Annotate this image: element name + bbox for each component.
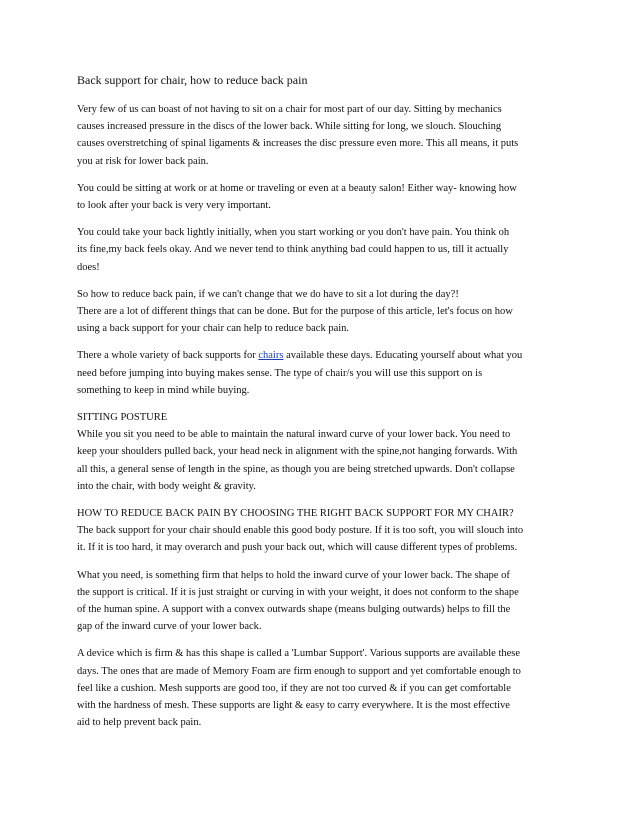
document-title: Back support for chair, how to reduce back pain xyxy=(77,73,308,87)
text-line: of the human spine. A support with a convex outwards shape (means bulging outwards) helps to fill the xyxy=(77,604,511,616)
text-line: aid to help prevent back pain. xyxy=(77,717,202,729)
paragraph-how-to-reduce xyxy=(77,286,565,338)
paragraph-what-you-need xyxy=(77,567,565,636)
text-fragment: available these days. Educating yourself about what you xyxy=(283,350,523,362)
text-line: using a back support for your chair can help to reduce back pain. xyxy=(77,323,350,335)
paragraph-take-lightly xyxy=(77,224,565,276)
paragraph-sitting-places xyxy=(77,180,565,214)
text-line: What you need, is something firm that helps to hold the inward curve of your lower back. The shape of xyxy=(77,569,510,581)
text-line: Very few of us can boast of not having to sit on a chair for most part of our day. Sitting by mechanics xyxy=(77,104,502,115)
text-line: You could take your back lightly initially, when you start working or you don't have pain. You think oh xyxy=(77,227,510,239)
text-line: So how to reduce back pain, if we can't change that we do have to sit a lot during the day?! xyxy=(77,288,459,300)
paragraph-intro xyxy=(77,101,565,170)
text-line: something to keep in mind while buying. xyxy=(77,384,250,396)
text-line xyxy=(77,347,565,364)
text-line: its fine,my back feels okay. And we never tend to think anything bad could happen to us, till it actually xyxy=(77,244,509,256)
paragraph-lumbar-support xyxy=(77,645,565,731)
text-line: into the chair, with body weight & gravity. xyxy=(77,480,256,492)
section-choosing-support xyxy=(77,505,565,557)
text-line: all this, a general sense of length in the spine, as though you are being stretched upwards. Don't collapse xyxy=(77,463,515,475)
section-heading: SITTING POSTURE xyxy=(77,412,168,424)
text-line: with the hardness of mesh. These supports are light & easy to carry everywhere. It is the most effective xyxy=(77,700,510,712)
text-line: to look after your back is very very important. xyxy=(77,200,271,212)
text-line: you at risk for lower back pain. xyxy=(77,155,209,167)
text-line: While you sit you need to be able to maintain the natural inward curve of your lower back. You need to xyxy=(77,429,511,441)
text-line: The back support for your chair should enable this good body posture. If it is too soft, you will slouch into xyxy=(77,525,524,537)
chairs-link[interactable]: chairs xyxy=(258,350,284,362)
text-line: A device which is firm & has this shape is called a 'Lumbar Support'. Various supports are available these xyxy=(77,648,521,660)
text-line: does! xyxy=(77,261,100,273)
text-line: feel like a cushion. Mesh supports are good too, if they are not too curved & if you can get comfortable xyxy=(77,682,511,694)
text-line: gap of the inward curve of your lower back. xyxy=(77,621,262,633)
text-line: it. If it is too hard, it may overarch and push your back out, which will cause different types of problems. xyxy=(77,542,518,554)
text-line: the support is critical. If it is just straight or curving in with your weight, it does not conform to the shape xyxy=(77,586,519,598)
document-page xyxy=(77,72,565,742)
paragraph-variety xyxy=(77,347,565,399)
text-line: There are a lot of different things that can be done. But for the purpose of this article, let's focus on how xyxy=(77,306,513,318)
text-line: causes overstretching of spinal ligaments & increases the disc pressure even more. This all means, it puts xyxy=(77,138,519,150)
text-line: keep your shoulders pulled back, your head neck in alignment with the spine,not hanging forwards. With xyxy=(77,446,518,458)
section-heading: HOW TO REDUCE BACK PAIN BY CHOOSING THE RIGHT BACK SUPPORT FOR MY CHAIR? xyxy=(77,508,514,520)
text-line: You could be sitting at work or at home or traveling or even at a beauty salon! Either way- knowing how xyxy=(77,182,517,194)
text-line: need before jumping into buying makes sense. The type of chair/s you will use this support on is xyxy=(77,367,483,379)
text-fragment: There a whole variety of back supports for xyxy=(77,350,259,362)
text-line: causes increased pressure in the discs of the lower back. While sitting for long, we slouch. Slouching xyxy=(77,121,502,133)
text-line: days. The ones that are made of Memory Foam are firm enough to support and yet comfortable enough to xyxy=(77,665,521,677)
section-sitting-posture xyxy=(77,409,565,495)
